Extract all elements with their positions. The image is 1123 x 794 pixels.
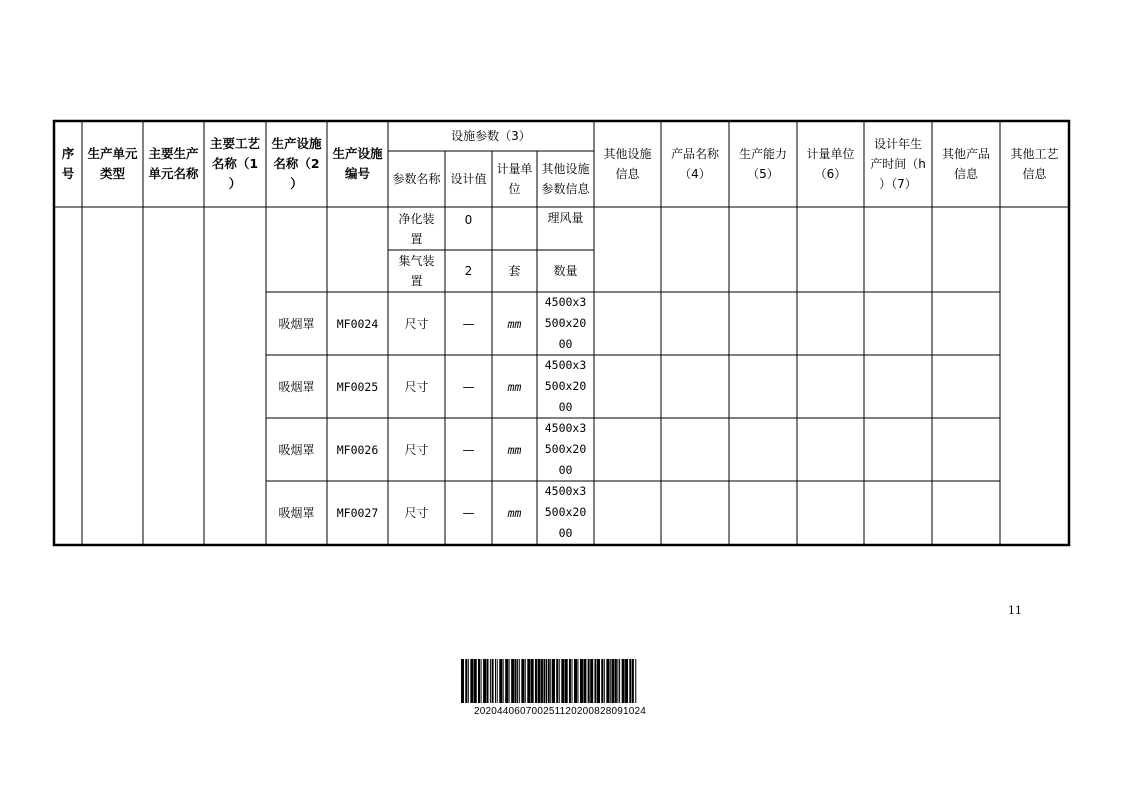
header-seq: 序 号 [61, 146, 75, 181]
barcode-bar [632, 659, 634, 703]
top-row-other-param: 数量 [553, 264, 578, 278]
top-row-unit: 套 [508, 264, 521, 278]
barcode-bar [474, 659, 477, 703]
barcode-bar [492, 659, 494, 703]
barcode-bar [611, 659, 614, 703]
barcode-bar [559, 659, 560, 703]
barcode-bar [525, 659, 526, 703]
barcode-bar [468, 659, 469, 703]
barcode-bar [625, 659, 628, 703]
header-unit-type: 生产单元 类型 [87, 146, 138, 181]
barcode-bar [561, 659, 564, 703]
barcode-image [459, 659, 661, 703]
barcode-bar [604, 659, 605, 703]
barcode-bar [543, 659, 545, 703]
header-unit: 计量单 位 [496, 162, 533, 196]
barcode-bar [577, 659, 578, 703]
row-unit: mm [507, 316, 522, 331]
top-row-design-value: 2 [464, 264, 473, 278]
barcode-bar [548, 659, 550, 703]
top-row-unit [492, 207, 537, 233]
top-row-design-value: 0 [464, 213, 473, 227]
barcode-bar [511, 659, 514, 703]
barcode-bar [481, 659, 482, 703]
barcode-bar [610, 659, 611, 703]
header-other-param-info: 其他设施 参数信息 [541, 162, 590, 196]
row-other-param: 4500x3 500x20 00 [544, 358, 587, 414]
barcode-bar [538, 659, 541, 703]
row-param-name: 尺寸 [404, 380, 429, 394]
barcode-bar [483, 659, 486, 703]
row-unit: mm [507, 442, 522, 457]
barcode-bar [527, 659, 530, 703]
barcode-bar [597, 659, 600, 703]
page-number: 11 [1008, 604, 1022, 617]
barcode-bar [541, 659, 543, 703]
barcode-bar [470, 659, 473, 703]
header-design-value: 设计值 [450, 172, 487, 186]
barcode-bar [569, 659, 571, 703]
row-design-value: — [462, 442, 475, 457]
barcode-bar [590, 659, 593, 703]
top-row-param-name: 集气装 置 [398, 254, 435, 288]
row-facility-name: 吸烟罩 [278, 506, 315, 520]
header-unit-name: 主要生产 单元名称 [148, 146, 199, 181]
row-param-name: 尺寸 [404, 443, 429, 457]
header-other-product-info: 其他产品 信息 [941, 147, 990, 181]
barcode-bar [594, 659, 596, 703]
row-param-name: 尺寸 [404, 317, 429, 331]
barcode-bar [490, 659, 491, 703]
header-other-process-info: 其他工艺 信息 [1010, 147, 1059, 181]
barcode-bar [550, 659, 551, 703]
top-row-other-param: 理风量 [547, 211, 584, 225]
header-facility-name: 生产设施 名称（2 ） [271, 136, 322, 191]
header-measure-unit: 计量单位 （6） [806, 147, 855, 181]
barcode-bar [552, 659, 555, 703]
barcode-bar [546, 659, 547, 703]
top-row-param-name: 净化装 置 [398, 211, 435, 246]
barcode-bar [521, 659, 524, 703]
row-facility-name: 吸烟罩 [278, 317, 315, 331]
row-other-param: 4500x3 500x20 00 [544, 295, 587, 351]
row-facility-code: MF0024 [336, 316, 379, 331]
header-params-group: 设施参数（3） [451, 129, 531, 143]
row-unit: mm [507, 379, 522, 394]
header-capacity: 生产能力 （5） [738, 147, 787, 181]
barcode-bar [499, 659, 502, 703]
row-design-value: — [462, 505, 475, 520]
barcode-bar [517, 659, 518, 703]
header-facility-code: 生产设施 编号 [332, 146, 383, 181]
barcode-bar [574, 659, 577, 703]
barcode-bar [606, 659, 609, 703]
barcode-digits: 202044060700251120200828091024 [473, 706, 647, 717]
barcode-bar [497, 659, 498, 703]
barcode-bar [478, 659, 480, 703]
header-product-name: 产品名称 （4） [670, 147, 719, 181]
row-design-value: — [462, 379, 475, 394]
row-other-param: 4500x3 500x20 00 [544, 421, 587, 477]
row-design-value: — [462, 316, 475, 331]
barcode-bar [519, 659, 520, 703]
row-unit: mm [507, 505, 522, 520]
barcode-bar [617, 659, 618, 703]
row-facility-code: MF0025 [336, 379, 379, 394]
row-facility-name: 吸烟罩 [278, 380, 315, 394]
row-param-name: 尺寸 [404, 506, 429, 520]
header-design-time: 设计年生 产时间（h ）（7） [870, 137, 926, 191]
barcode-bar [495, 659, 496, 703]
barcode-bar [615, 659, 617, 703]
barcode-bar [635, 659, 636, 703]
row-facility-name: 吸烟罩 [278, 443, 315, 457]
barcode-bar [572, 659, 573, 703]
barcode-bar [588, 659, 590, 703]
barcode-bar [535, 659, 537, 703]
row-other-param: 4500x3 500x20 00 [544, 484, 587, 540]
barcode-bar [487, 659, 489, 703]
barcode-bar [622, 659, 625, 703]
barcode-bar [509, 659, 510, 703]
header-param-name: 参数名称 [392, 172, 441, 186]
barcode-bar [601, 659, 603, 703]
barcode-bar [580, 659, 583, 703]
barcode-bar [465, 659, 467, 703]
barcode-bar [461, 659, 464, 703]
row-facility-code: MF0027 [336, 505, 379, 520]
barcode-bar [556, 659, 558, 703]
barcode-bar [505, 659, 508, 703]
barcode-bar [629, 659, 631, 703]
header-other-facility-info: 其他设施 信息 [603, 147, 652, 181]
barcode-bar [565, 659, 568, 703]
header-process-name: 主要工艺 名称（1 ） [209, 136, 260, 191]
barcode-bar [503, 659, 504, 703]
barcode-bar [583, 659, 586, 703]
barcode-bar [515, 659, 517, 703]
barcode-bar [619, 659, 620, 703]
barcode-bar [531, 659, 534, 703]
row-facility-code: MF0026 [336, 442, 379, 457]
